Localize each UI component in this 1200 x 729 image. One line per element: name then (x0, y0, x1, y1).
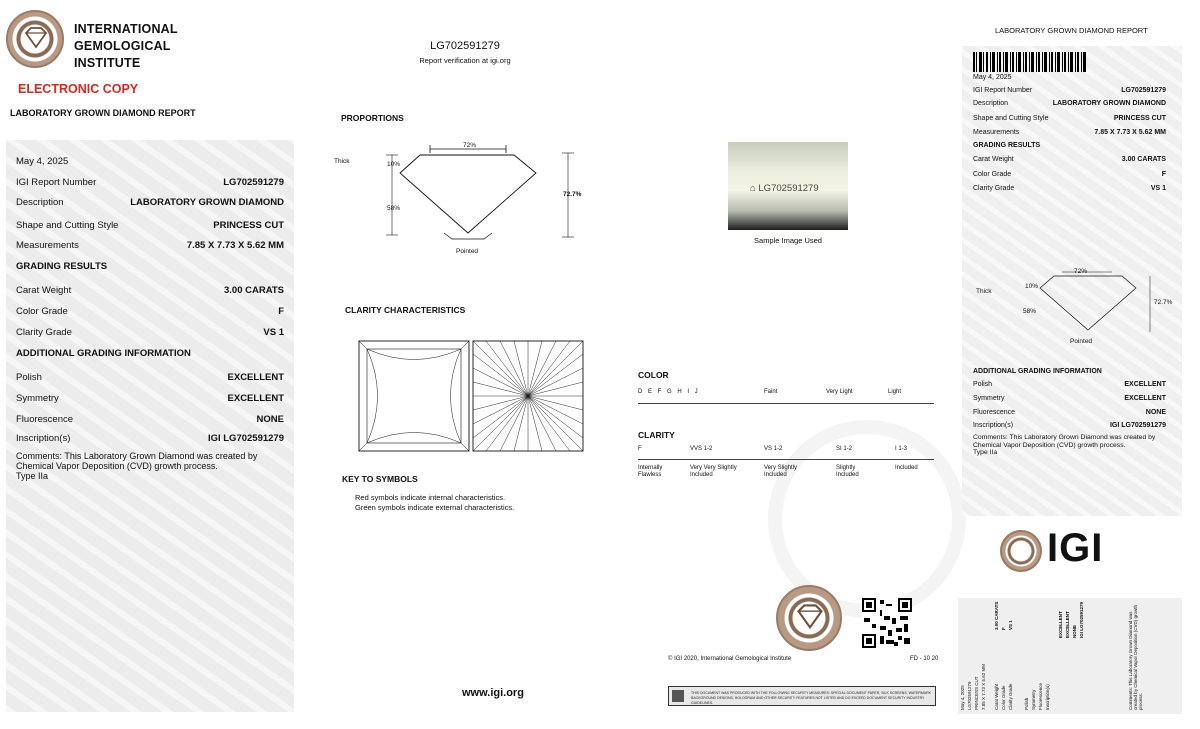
additional-info-heading: ADDITIONAL GRADING INFORMATION (16, 348, 191, 359)
measurements-row (16, 240, 284, 251)
polish-row (16, 372, 284, 383)
right-report-number-row (973, 87, 1166, 94)
right-shape-row (973, 115, 1166, 122)
color-scale-title: COLOR (638, 370, 669, 380)
row-value: VS 1 (1150, 185, 1166, 192)
right-crown-percent: 10% (1025, 283, 1039, 290)
mini-carat-value: 3.00 CARATS (994, 601, 999, 630)
description-row (16, 197, 284, 208)
website-link[interactable]: www.igi.org (462, 687, 524, 699)
row-label: Clarity Grade (973, 185, 1015, 192)
right-girdle-thickness: Thick (976, 288, 992, 295)
row-value: EXCELLENT (227, 372, 284, 383)
row-value: PRINCESS CUT (213, 220, 284, 231)
right-comments-body: Comments: This Laboratory Grown Diamond was created by Chemical Vapor Deposition (CVD) growth process. (973, 434, 1156, 449)
right-depth-percent: 72.7% (1154, 299, 1173, 306)
right-proportions-diagram (1022, 268, 1172, 338)
color-scale-divider (638, 403, 934, 404)
mini-color-value: F (1001, 627, 1006, 630)
report-date: May 4, 2025 (16, 156, 69, 167)
row-label: Shape and Cutting Style (973, 115, 1049, 122)
row-value: LG702591279 (223, 177, 284, 188)
diamond-icon (23, 27, 49, 49)
depth-percent: 72.7% (563, 191, 582, 198)
right-fluorescence-row (973, 409, 1166, 416)
diamond-icon (795, 604, 825, 630)
row-label: Description (973, 100, 1009, 107)
right-symmetry-row (973, 395, 1166, 402)
mini-shape: PRINCESS CUT (974, 676, 979, 710)
row-label: Clarity Grade (16, 327, 72, 338)
right-additional-heading: ADDITIONAL GRADING INFORMATION (973, 368, 1102, 375)
key-to-symbols-text (355, 493, 514, 513)
security-notice-text: THIS DOCUMENT WAS PRODUCED WITH THE FOLLOWING SECURITY MEASURES: SPECIAL DOCUMENT PAPER, SILK SCREENS, WATERMARK BACKGROUND DESIGNS, HOLOGRAM AND OTHER SECURITY FEATURES NOT LISTED AND DO EXCEED DOCUMENT SECURITY INDUSTRY GUIDELINES. (691, 691, 931, 705)
electronic-copy-label: ELECTRONIC COPY (18, 82, 139, 96)
row-value: LABORATORY GROWN DIAMOND (1052, 100, 1166, 107)
right-polish-row (973, 381, 1166, 388)
row-label: IGI Report Number (973, 87, 1033, 94)
row-value: IGI LG702591279 (207, 433, 284, 444)
proportions-title: PROPORTIONS (341, 113, 404, 123)
mini-fluorescence-label: Fluorescence (1038, 682, 1043, 710)
right-inscription-row (973, 422, 1166, 429)
row-label: Measurements (973, 129, 1020, 136)
mini-symmetry-label: Symmetry (1031, 689, 1036, 710)
org-name-line2: GEMOLOGICAL (74, 39, 171, 53)
row-label: Shape and Cutting Style (16, 220, 119, 231)
clarity-desc-if: Internally Flawless (638, 465, 663, 478)
row-label: Polish (16, 372, 42, 383)
culet-label: Pointed (456, 248, 479, 255)
igi-seal-icon (1000, 530, 1042, 572)
right-report-title: LABORATORY GROWN DIAMOND REPORT (995, 26, 1148, 35)
color-scale-faint: Faint (764, 389, 778, 395)
row-label: Carat Weight (973, 156, 1014, 163)
igi-seal-logo-center (776, 585, 842, 651)
clarity-characteristics-title: CLARITY CHARACTERISTICS (345, 305, 466, 315)
igi-mark-icon: ⌂ (750, 183, 759, 194)
right-grading-results-heading: GRADING RESULTS (973, 142, 1041, 149)
row-value: EXCELLENT (227, 393, 284, 404)
qr-code-icon[interactable] (862, 598, 912, 648)
mini-color-label: Color Grade (1001, 685, 1006, 710)
mini-summary-strip (958, 598, 1182, 714)
carat-row (16, 285, 284, 296)
row-value: EXCELLENT (1124, 395, 1166, 402)
row-value: VS 1 (263, 327, 284, 338)
right-date: May 4, 2025 (973, 74, 1012, 81)
row-label: Inscription(s) (973, 422, 1014, 429)
fluorescence-row (16, 414, 284, 425)
form-number: FD - 10 20 (910, 656, 939, 662)
row-value: 7.85 X 7.73 X 5.62 MM (186, 240, 284, 251)
copyright-text: © IGI 2020, International Gemological Institute (668, 656, 792, 662)
row-label: Color Grade (16, 306, 68, 317)
pavilion-percent: 58% (387, 205, 401, 212)
right-pavilion-percent: 58% (1023, 308, 1037, 315)
row-value: 7.85 X 7.73 X 5.62 MM (1094, 129, 1166, 136)
row-label: Carat Weight (16, 285, 72, 296)
right-summary-panel (962, 46, 1182, 516)
row-value: PRINCESS CUT (1113, 115, 1166, 122)
mini-polish-label: Polish (1024, 697, 1029, 710)
report-number-header: LG702591279 (430, 40, 500, 52)
igi-logo-text: IGI (1047, 526, 1104, 570)
mini-report-number: LG702591279 (967, 681, 972, 710)
comments-text (16, 451, 291, 481)
row-value: 3.00 CARATS (1121, 156, 1166, 163)
row-value: LG702591279 (1121, 87, 1166, 94)
row-value: EXCELLENT (1124, 381, 1166, 388)
sample-photo (728, 142, 848, 230)
type-text: Type IIa (16, 471, 49, 481)
row-value: LABORATORY GROWN DIAMOND (130, 197, 284, 208)
clarity-scale-divider (638, 459, 934, 460)
clarity-desc-si: Slightly Included (836, 465, 859, 478)
right-type-text: Type IIa (973, 449, 998, 456)
clarity-plot-diagram (358, 340, 588, 452)
sample-caption: Sample Image Used (754, 236, 822, 245)
mini-comments: Comments: This Laboratory Grown Diamond was created by Chemical Vapor Deposition (CVD) growth process. (1128, 605, 1143, 710)
right-culet-label: Pointed (1070, 338, 1093, 345)
right-color-row (973, 171, 1166, 178)
verification-link[interactable]: Report verification at igi.org (419, 56, 511, 65)
right-clarity-row (973, 185, 1166, 192)
sample-inscription (750, 183, 819, 194)
proportions-diagram (330, 135, 590, 265)
clarity-grade-si: SI 1-2 (836, 446, 853, 452)
row-label: Polish (973, 381, 993, 388)
left-report-title: LABORATORY GROWN DIAMOND REPORT (10, 108, 196, 118)
mini-measurements: 7.85 X 7.73 X 5.62 MM (981, 663, 986, 710)
sample-inscription-text: LG702591279 (758, 183, 819, 194)
crown-percent: 10% (387, 161, 401, 168)
row-label: Description (16, 197, 64, 208)
report-number-row (16, 177, 284, 188)
color-scale-letters: D E F G H I J (638, 389, 700, 395)
mini-date: May 4, 2025 (960, 685, 965, 710)
row-label: Symmetry (16, 393, 59, 404)
key-line-red: Red symbols indicate internal characteristics. (355, 493, 506, 502)
key-to-symbols-title: KEY TO SYMBOLS (342, 474, 418, 484)
grading-results-heading: GRADING RESULTS (16, 261, 108, 272)
igi-seal-logo (6, 10, 64, 68)
row-value: F (1161, 171, 1166, 178)
right-date-row (973, 74, 1166, 81)
clarity-grade-vs: VS 1-2 (764, 446, 783, 452)
org-name-line1: INTERNATIONAL (74, 22, 178, 36)
row-label: IGI Report Number (16, 177, 97, 188)
mini-fluorescence-value: NONE (1072, 624, 1077, 638)
security-notice-strip (668, 686, 936, 706)
clarity-desc-vs: Very Slightly Included (764, 465, 798, 478)
row-label: Fluorescence (16, 414, 74, 425)
mini-carat-label: Carat Weight (994, 683, 999, 710)
right-comments-text (973, 434, 1173, 457)
comments-body: Comments: This Laboratory Grown Diamond was created by Chemical Vapor Deposition (CVD) growth process. (16, 451, 258, 471)
right-description-row (973, 100, 1166, 107)
row-label: Color Grade (973, 171, 1012, 178)
row-value: IGI LG702591279 (1109, 422, 1166, 429)
row-value: 3.00 CARATS (223, 285, 284, 296)
row-value: NONE (256, 414, 284, 425)
clarity-scale-title: CLARITY (638, 430, 675, 440)
date-row (16, 156, 284, 167)
row-value: NONE (1145, 409, 1166, 416)
left-details-panel (6, 140, 294, 712)
row-label: Measurements (16, 240, 79, 251)
row-label: Inscription(s) (16, 433, 71, 444)
color-scale-very-light: Very Light (826, 389, 853, 395)
key-line-green: Green symbols indicate external characteristics. (355, 503, 515, 512)
mini-clarity-label: Clarity Grade (1008, 683, 1013, 710)
mini-inscription-label: Inscription(s) (1045, 684, 1050, 710)
table-percent: 72% (463, 142, 477, 149)
symmetry-row (16, 393, 284, 404)
inscription-row (16, 433, 284, 444)
shape-row (16, 220, 284, 231)
clarity-grade-f: F (638, 446, 642, 452)
clarity-row (16, 327, 284, 338)
clarity-desc-i: Included (895, 465, 918, 471)
row-label: Symmetry (973, 395, 1005, 402)
mini-polish-value: EXCELLENT (1058, 611, 1063, 638)
right-measurements-row (973, 129, 1166, 136)
mini-inscription-value: IGI LG702591279 (1079, 601, 1084, 638)
row-label: Fluorescence (973, 409, 1016, 416)
org-name-line3: INSTITUTE (74, 56, 141, 70)
girdle-thickness: Thick (334, 158, 350, 165)
right-carat-row (973, 156, 1166, 163)
color-scale-light: Light (888, 389, 902, 395)
mini-symmetry-value: EXCELLENT (1065, 611, 1070, 638)
document-icon (672, 690, 684, 702)
clarity-desc-vvs: Very Very Slightly Included (690, 465, 737, 478)
clarity-grade-i: I 1-3 (895, 446, 908, 452)
row-value: F (278, 306, 284, 317)
clarity-grade-vvs: VVS 1-2 (690, 446, 713, 452)
color-row (16, 306, 284, 317)
right-table-percent: 72% (1074, 268, 1088, 275)
barcode-icon (973, 52, 1088, 72)
mini-clarity-value: VS 1 (1008, 620, 1013, 630)
